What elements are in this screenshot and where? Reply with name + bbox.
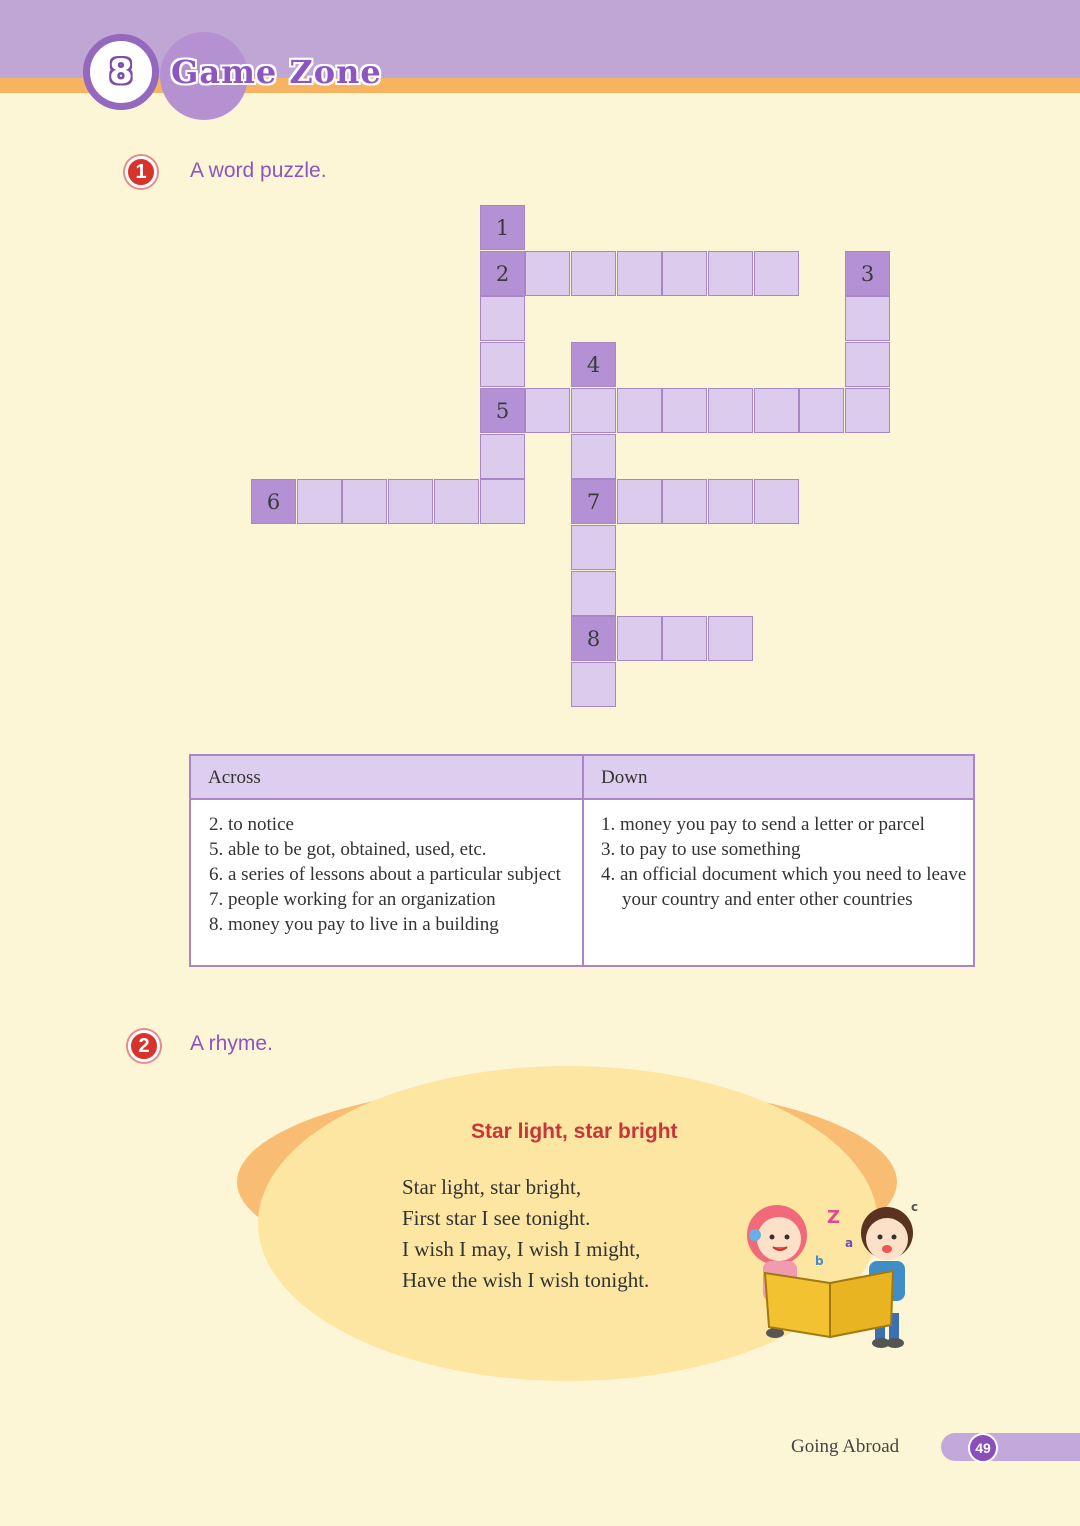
crossword-cell xyxy=(525,251,570,296)
crossword-number-cell: 5 xyxy=(480,388,525,433)
crossword-cell xyxy=(571,434,616,479)
crossword-cell xyxy=(617,251,662,296)
crossword-cell xyxy=(617,479,662,524)
clue-item: 2. to notice xyxy=(209,814,294,835)
clue-item: 6. a series of lessons about a particular subject xyxy=(209,864,561,885)
crossword-cell xyxy=(388,479,433,524)
floating-letter: b xyxy=(815,1254,824,1268)
crossword-cell xyxy=(571,251,616,296)
floating-letter: a xyxy=(845,1236,854,1250)
crossword-cell xyxy=(297,479,342,524)
crossword-cell xyxy=(480,479,525,524)
crossword-number-cell: 1 xyxy=(480,205,525,250)
across-header: Across xyxy=(191,756,582,800)
page-number: 49 xyxy=(968,1433,998,1463)
crossword-cell xyxy=(342,479,387,524)
crossword-cell xyxy=(662,616,707,661)
crossword-cell xyxy=(571,662,616,707)
crossword-cell xyxy=(571,571,616,616)
crossword-cell xyxy=(708,479,753,524)
crossword-cell xyxy=(845,296,890,341)
rhyme-line: I wish I may, I wish I might, xyxy=(402,1237,641,1261)
section-2-title: A rhyme. xyxy=(190,1032,273,1055)
crossword-cell xyxy=(754,479,799,524)
crossword-cell xyxy=(571,525,616,570)
rhyme-line: Have the wish I wish tonight. xyxy=(402,1268,650,1292)
crossword-number-cell: 3 xyxy=(845,251,890,296)
crossword-cell xyxy=(708,388,753,433)
crossword-cell xyxy=(480,434,525,479)
down-clue-list xyxy=(601,812,971,912)
clue-item: 1. money you pay to send a letter or parcel xyxy=(601,814,925,835)
footer-unit-name: Going Abroad xyxy=(791,1436,900,1457)
crossword-cell xyxy=(708,616,753,661)
crossword-cell xyxy=(754,388,799,433)
across-clue-list xyxy=(209,812,569,937)
section-1-badge: 1 xyxy=(125,156,157,188)
crossword-cell xyxy=(617,388,662,433)
crossword-cell xyxy=(662,388,707,433)
crossword-number-cell: 2 xyxy=(480,251,525,296)
boy-face-icon xyxy=(866,1218,908,1260)
crossword-cell xyxy=(662,251,707,296)
crossword-cell xyxy=(571,388,616,433)
book-icon xyxy=(765,1273,830,1337)
floating-letter: c xyxy=(911,1200,919,1214)
crossword-cell xyxy=(708,251,753,296)
section-2-badge: 2 xyxy=(128,1030,160,1062)
crossword-number-cell: 8 xyxy=(571,616,616,661)
page-title: Game Zone xyxy=(171,53,382,91)
crossword-number-cell: 4 xyxy=(571,342,616,387)
crossword-cell xyxy=(662,479,707,524)
unit-number: 8 xyxy=(109,52,133,92)
clue-item: 4. an official document which you need to leave your country and enter other countries xyxy=(601,864,967,910)
section-1-title: A word puzzle. xyxy=(190,159,327,182)
crossword-cell xyxy=(480,296,525,341)
clues-divider xyxy=(582,756,584,965)
crossword-number-cell: 7 xyxy=(571,479,616,524)
unit-number-badge xyxy=(83,34,159,110)
crossword-cell xyxy=(525,388,570,433)
girl-face-icon xyxy=(757,1217,801,1261)
crossword-cell xyxy=(799,388,844,433)
crossword-cell xyxy=(617,616,662,661)
clue-item: 7. people working for an organization xyxy=(209,889,496,910)
clue-item: 5. able to be got, obtained, used, etc. xyxy=(209,839,487,860)
crossword-cell xyxy=(434,479,479,524)
clue-item: 3. to pay to use something xyxy=(601,839,801,860)
crossword-cell xyxy=(845,342,890,387)
rhyme-line: First star I see tonight. xyxy=(402,1206,591,1230)
crossword-cell xyxy=(845,388,890,433)
clues-table xyxy=(189,754,975,967)
children-reading-illustration xyxy=(735,1195,930,1355)
rhyme-title: Star light, star bright xyxy=(471,1120,678,1143)
rhyme-line: Star light, star bright, xyxy=(402,1175,582,1199)
page-number-tab xyxy=(941,1433,1080,1461)
down-header: Down xyxy=(584,756,973,800)
crossword-number-cell: 6 xyxy=(251,479,296,524)
clue-item: 8. money you pay to live in a building xyxy=(209,914,499,935)
crossword-cell xyxy=(480,342,525,387)
floating-letter: Z xyxy=(827,1207,841,1228)
crossword-cell xyxy=(754,251,799,296)
rhyme-text xyxy=(402,1172,649,1296)
